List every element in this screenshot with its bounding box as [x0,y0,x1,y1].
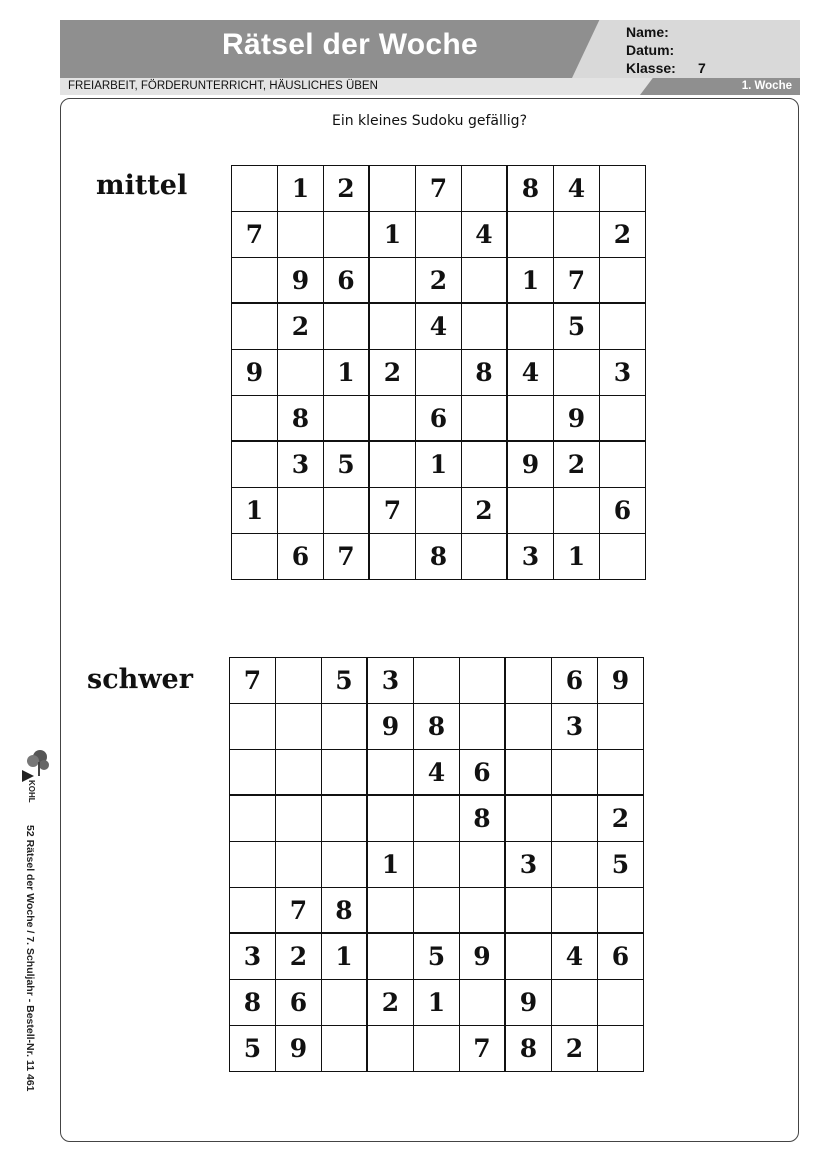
sudoku-cell[interactable] [462,166,508,212]
field-class [626,59,706,77]
sudoku-cell[interactable]: 1 [232,488,278,534]
sudoku-cell[interactable] [370,396,416,442]
sudoku-cell[interactable]: 8 [278,396,324,442]
sudoku-cell[interactable]: 6 [598,934,644,980]
sudoku-cell[interactable] [370,258,416,304]
sudoku-cell[interactable] [322,1026,368,1072]
sudoku-cell[interactable] [370,304,416,350]
sudoku-cell[interactable] [370,442,416,488]
sudoku-cell[interactable] [506,796,552,842]
sudoku-cell[interactable] [276,704,322,750]
sudoku-cell[interactable] [460,888,506,934]
sudoku-cell[interactable] [278,488,324,534]
sudoku-cell[interactable] [462,304,508,350]
sudoku-cell[interactable] [462,258,508,304]
sudoku-cell[interactable]: 9 [232,350,278,396]
sudoku-cell[interactable]: 2 [368,980,414,1026]
field-name-label: Name: [626,24,669,40]
sudoku-cell[interactable]: 5 [322,658,368,704]
sudoku-cell[interactable] [276,750,322,796]
sudoku-cell[interactable] [322,750,368,796]
sudoku-cell[interactable] [554,488,600,534]
sudoku-cell[interactable]: 2 [554,442,600,488]
sudoku-cell[interactable]: 9 [506,980,552,1026]
sudoku-cell[interactable] [322,704,368,750]
sudoku-cell[interactable]: 3 [506,842,552,888]
page-title: Rätsel der Woche [222,28,478,61]
sudoku-cell[interactable]: 1 [370,212,416,258]
sudoku-cell[interactable]: 7 [416,166,462,212]
sudoku-cell[interactable] [232,166,278,212]
sudoku-cell[interactable]: 4 [552,934,598,980]
sudoku-cell[interactable] [232,304,278,350]
sudoku-cell[interactable]: 3 [508,534,554,580]
sudoku-cell[interactable] [232,396,278,442]
sudoku-cell[interactable] [322,842,368,888]
sudoku-cell[interactable]: 4 [416,304,462,350]
sudoku-cell[interactable] [598,704,644,750]
sudoku-cell[interactable] [324,488,370,534]
sudoku-cell[interactable] [368,750,414,796]
sudoku-cell[interactable] [232,442,278,488]
sudoku-cell[interactable] [230,796,276,842]
sudoku-cell[interactable] [322,796,368,842]
sudoku-cell[interactable] [552,796,598,842]
sudoku-cell[interactable] [230,842,276,888]
sudoku-cell[interactable] [416,488,462,534]
sudoku-cell[interactable] [276,796,322,842]
sudoku-cell[interactable]: 9 [276,1026,322,1072]
sudoku-cell[interactable]: 5 [598,842,644,888]
sudoku-cell[interactable] [506,934,552,980]
sudoku-cell[interactable]: 9 [554,396,600,442]
sudoku-cell[interactable]: 9 [508,442,554,488]
sudoku-cell[interactable] [368,796,414,842]
sudoku-cell[interactable]: 6 [552,658,598,704]
sudoku-cell[interactable] [324,212,370,258]
sudoku-cell[interactable]: 2 [552,1026,598,1072]
sudoku-cell[interactable] [416,350,462,396]
sudoku-cell[interactable]: 3 [600,350,646,396]
field-date [626,41,706,59]
sudoku-cell[interactable]: 8 [508,166,554,212]
sudoku-cell[interactable] [552,888,598,934]
sudoku-cell[interactable]: 6 [600,488,646,534]
sudoku-cell[interactable] [322,980,368,1026]
sudoku-grid-hard [229,657,644,1072]
sudoku-cell[interactable] [552,842,598,888]
sudoku-cell[interactable]: 7 [370,488,416,534]
sudoku-cell[interactable]: 7 [554,258,600,304]
sudoku-cell[interactable]: 7 [232,212,278,258]
sudoku-cell[interactable]: 4 [508,350,554,396]
field-class-value: 7 [698,60,706,76]
student-info-fields [626,23,706,77]
sudoku-cell[interactable] [598,750,644,796]
sudoku-cell[interactable] [276,842,322,888]
sudoku-cell[interactable]: 1 [322,934,368,980]
sudoku-cell[interactable] [368,1026,414,1072]
sudoku-cell[interactable]: 3 [552,704,598,750]
sudoku-cell[interactable] [508,488,554,534]
sudoku-cell[interactable] [370,166,416,212]
sudoku-cell[interactable]: 2 [324,166,370,212]
sudoku-cell[interactable]: 1 [368,842,414,888]
sudoku-cell[interactable]: 6 [324,258,370,304]
sudoku-cell[interactable] [230,704,276,750]
sudoku-cell[interactable]: 4 [462,212,508,258]
sudoku-cell[interactable]: 1 [554,534,600,580]
puzzle-label-medium: mittel [96,170,188,201]
sudoku-cell[interactable] [230,888,276,934]
sudoku-cell[interactable]: 5 [414,934,460,980]
sudoku-cell[interactable]: 8 [414,704,460,750]
sudoku-cell[interactable]: 6 [416,396,462,442]
sudoku-cell[interactable] [232,258,278,304]
field-name [626,23,706,41]
sudoku-cell[interactable] [552,980,598,1026]
sudoku-cell[interactable]: 8 [322,888,368,934]
sudoku-cell[interactable]: 8 [230,980,276,1026]
sudoku-cell[interactable] [460,842,506,888]
sudoku-cell[interactable]: 2 [370,350,416,396]
sudoku-cell[interactable] [462,396,508,442]
sudoku-cell[interactable] [460,980,506,1026]
sudoku-cell[interactable]: 4 [554,166,600,212]
sudoku-cell[interactable] [414,842,460,888]
sudoku-cell[interactable]: 3 [230,934,276,980]
field-class-label: Klasse: [626,60,676,76]
sudoku-cell[interactable] [276,658,322,704]
sudoku-cell[interactable]: 5 [324,442,370,488]
sudoku-cell[interactable] [462,534,508,580]
sudoku-cell[interactable]: 1 [416,442,462,488]
sudoku-cell[interactable] [414,658,460,704]
sudoku-cell[interactable] [414,888,460,934]
sudoku-cell[interactable]: 3 [278,442,324,488]
sudoku-cell[interactable] [600,258,646,304]
sudoku-cell[interactable] [462,442,508,488]
sudoku-cell[interactable]: 8 [506,1026,552,1072]
sudoku-cell[interactable] [416,212,462,258]
sudoku-cell[interactable] [414,1026,460,1072]
sudoku-cell[interactable] [324,396,370,442]
sudoku-cell[interactable]: 9 [278,258,324,304]
sudoku-cell[interactable]: 5 [230,1026,276,1072]
sudoku-cell[interactable] [506,750,552,796]
sudoku-cell[interactable]: 4 [414,750,460,796]
sudoku-cell[interactable]: 2 [276,934,322,980]
intro-text: Ein kleines Sudoku gefällig? [332,113,527,129]
sudoku-cell[interactable]: 3 [368,658,414,704]
sudoku-cell[interactable] [600,396,646,442]
page-subtitle: FREIARBEIT, FÖRDERUNTERRICHT, HÄUSLICHES ÜBEN [68,80,378,92]
sudoku-cell[interactable] [598,1026,644,1072]
sudoku-cell[interactable] [554,212,600,258]
sudoku-cell[interactable]: 6 [276,980,322,1026]
field-date-label: Datum: [626,42,675,58]
sudoku-cell[interactable] [232,534,278,580]
sudoku-cell[interactable]: 1 [508,258,554,304]
sudoku-cell[interactable] [600,442,646,488]
sudoku-cell[interactable] [368,888,414,934]
sudoku-cell[interactable]: 2 [600,212,646,258]
puzzle-label-hard: schwer [87,664,193,695]
sudoku-cell[interactable] [598,980,644,1026]
sudoku-cell[interactable]: 9 [368,704,414,750]
sudoku-cell[interactable]: 2 [416,258,462,304]
sudoku-cell[interactable]: 8 [416,534,462,580]
sudoku-cell[interactable]: 1 [324,350,370,396]
sudoku-cell[interactable]: 9 [598,658,644,704]
sudoku-cell[interactable]: 7 [276,888,322,934]
sudoku-cell[interactable]: 2 [462,488,508,534]
publisher-name: KOHL [27,780,36,803]
sudoku-cell[interactable] [508,304,554,350]
sudoku-cell[interactable] [506,704,552,750]
sudoku-cell[interactable] [554,350,600,396]
sudoku-cell[interactable] [506,658,552,704]
sudoku-cell[interactable]: 2 [278,304,324,350]
sudoku-cell[interactable]: 5 [554,304,600,350]
sudoku-cell[interactable]: 7 [324,534,370,580]
sudoku-cell[interactable]: 9 [460,934,506,980]
sudoku-cell[interactable] [600,304,646,350]
sudoku-cell[interactable] [598,888,644,934]
sudoku-cell[interactable] [460,658,506,704]
sudoku-cell[interactable]: 6 [278,534,324,580]
sudoku-cell[interactable] [324,304,370,350]
sudoku-cell[interactable] [278,212,324,258]
sudoku-cell[interactable] [600,534,646,580]
sudoku-cell[interactable] [278,350,324,396]
sudoku-cell[interactable]: 1 [278,166,324,212]
sudoku-cell[interactable] [460,704,506,750]
sidebar-order-info: 52 Rätsel der Woche / 7. Schuljahr - Bestell-Nr. 11 461 [24,825,36,1092]
sudoku-cell[interactable] [230,750,276,796]
sudoku-cell[interactable]: 1 [414,980,460,1026]
sudoku-cell[interactable]: 7 [460,1026,506,1072]
sudoku-cell[interactable] [508,396,554,442]
sudoku-cell[interactable] [552,750,598,796]
sudoku-cell[interactable] [506,888,552,934]
sudoku-cell[interactable]: 8 [460,796,506,842]
sudoku-cell[interactable] [508,212,554,258]
sudoku-cell[interactable] [414,796,460,842]
sudoku-cell[interactable]: 8 [462,350,508,396]
sudoku-cell[interactable] [370,534,416,580]
sudoku-cell[interactable] [368,934,414,980]
sudoku-cell[interactable] [600,166,646,212]
week-label: 1. Woche [741,80,792,92]
sudoku-grid-medium [231,165,646,580]
sudoku-cell[interactable]: 7 [230,658,276,704]
sudoku-cell[interactable]: 6 [460,750,506,796]
sudoku-cell[interactable]: 2 [598,796,644,842]
